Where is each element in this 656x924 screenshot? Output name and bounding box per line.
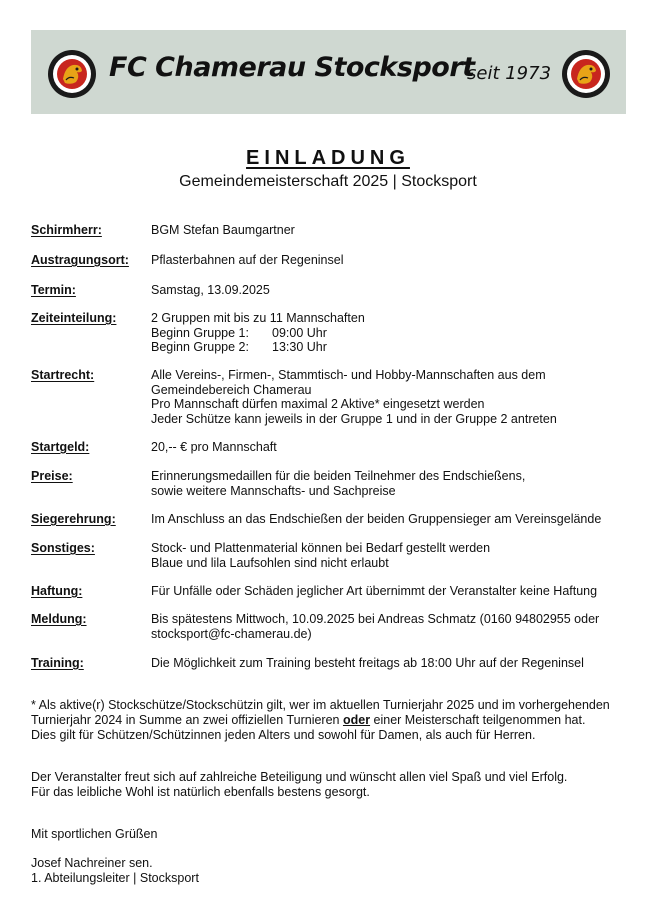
emphasis-oder: oder: [342, 713, 371, 727]
detail-value: Im Anschluss an das Endschießen der beiden Gruppensieger am Vereinsgelände: [151, 512, 602, 526]
event-subheading: Gemeindemeisterschaft 2025 | Stocksport: [179, 173, 477, 190]
detail-value: Alle Vereins-, Firmen-, Stammtisch- und Hobby-Mannschaften aus dem Gemeindebereich Chamerau Pro Mannschaft dürfen maximal 2 Aktive* eingesetzt werden Jeder Schütze kann jeweils in der Gruppe 1 und in der Gruppe 2 antreten: [151, 368, 557, 426]
detail-label: Preise:: [31, 469, 73, 483]
detail-value: Stock- und Plattenmaterial können bei Bedarf gestellt werden Blaue und lila Laufsohlen sind nicht erlaubt: [151, 541, 491, 570]
detail-value: 20,-- € pro Mannschaft: [151, 440, 277, 454]
closing-text: Der Veranstalter freut sich auf zahlreiche Beteiligung und wünscht allen viel Spaß und viel Erfolg. Für das leibliche Wohl ist natürlich ebenfalls bestens gesorgt.: [31, 770, 568, 799]
signature-role: 1. Abteilungsleiter | Stocksport: [31, 871, 199, 885]
detail-value: 2 Gruppen mit bis zu 11 Mannschaften Beginn Gruppe 1: 09:00 Uhr Beginn Gruppe 2: 13:30 Uhr: [151, 311, 631, 355]
detail-value: Samstag, 13.09.2025: [151, 283, 270, 297]
detail-label: Meldung:: [31, 612, 87, 626]
detail-label: Termin:: [31, 283, 76, 297]
detail-label: Sonstiges:: [31, 541, 95, 555]
club-logo-left: [47, 49, 97, 99]
invitation-heading: EINLADUNG: [246, 147, 410, 169]
detail-label: Training:: [31, 656, 84, 670]
detail-label: Siegerehrung:: [31, 512, 116, 526]
detail-value: Die Möglichkeit zum Training besteht freitags ab 18:00 Uhr auf der Regeninsel: [151, 656, 584, 670]
detail-value: Bis spätestens Mittwoch, 10.09.2025 bei Andreas Schmatz (0160 94802955 oder stocksport@fc-chamerau.de): [151, 612, 600, 641]
signature: [31, 856, 631, 886]
detail-value: BGM Stefan Baumgartner: [151, 223, 295, 237]
detail-label: Schirmherr:: [31, 223, 102, 237]
detail-label: Zeiteinteilung:: [31, 311, 117, 325]
detail-value: Für Unfälle oder Schäden jeglicher Art übernimmt der Veranstalter keine Haftung: [151, 584, 598, 598]
detail-value: Pflasterbahnen auf der Regeninsel: [151, 253, 344, 267]
club-name: FC Chamerau Stocksport: [109, 52, 475, 83]
detail-value: Erinnerungsmedaillen für die beiden Teilnehmer des Endschießens, sowie weitere Mannschafts- und Sachpreise: [151, 469, 526, 498]
detail-label: Startrecht:: [31, 368, 95, 382]
detail-label: Startgeld:: [31, 440, 90, 454]
greeting: Mit sportlichen Grüßen: [31, 827, 158, 841]
footnote: * Als aktive(r) Stockschütze/Stockschützin gilt, wer im aktuellen Turnierjahr 2025 und im vorhergehenden Turnierjahr 2024 in Summe an zwei offiziellen Turnieren oder einer Meisterschaft teilgenommen hat. Dies gilt für Schützen/Schützinnen jeden Alters und sowohl für Damen, als auch für Herren.: [31, 698, 610, 742]
club-logo-right: [561, 49, 611, 99]
founding-year: seit 1973: [467, 63, 552, 84]
signature-name: Josef Nachreiner sen.: [31, 856, 153, 870]
schedule-line: Beginn Gruppe 2: 13:30 Uhr: [151, 340, 327, 354]
schedule-line: Beginn Gruppe 1: 09:00 Uhr: [151, 325, 327, 340]
detail-label: Austragungsort:: [31, 253, 129, 267]
detail-label: Haftung:: [31, 584, 83, 598]
header-banner: [31, 30, 626, 114]
